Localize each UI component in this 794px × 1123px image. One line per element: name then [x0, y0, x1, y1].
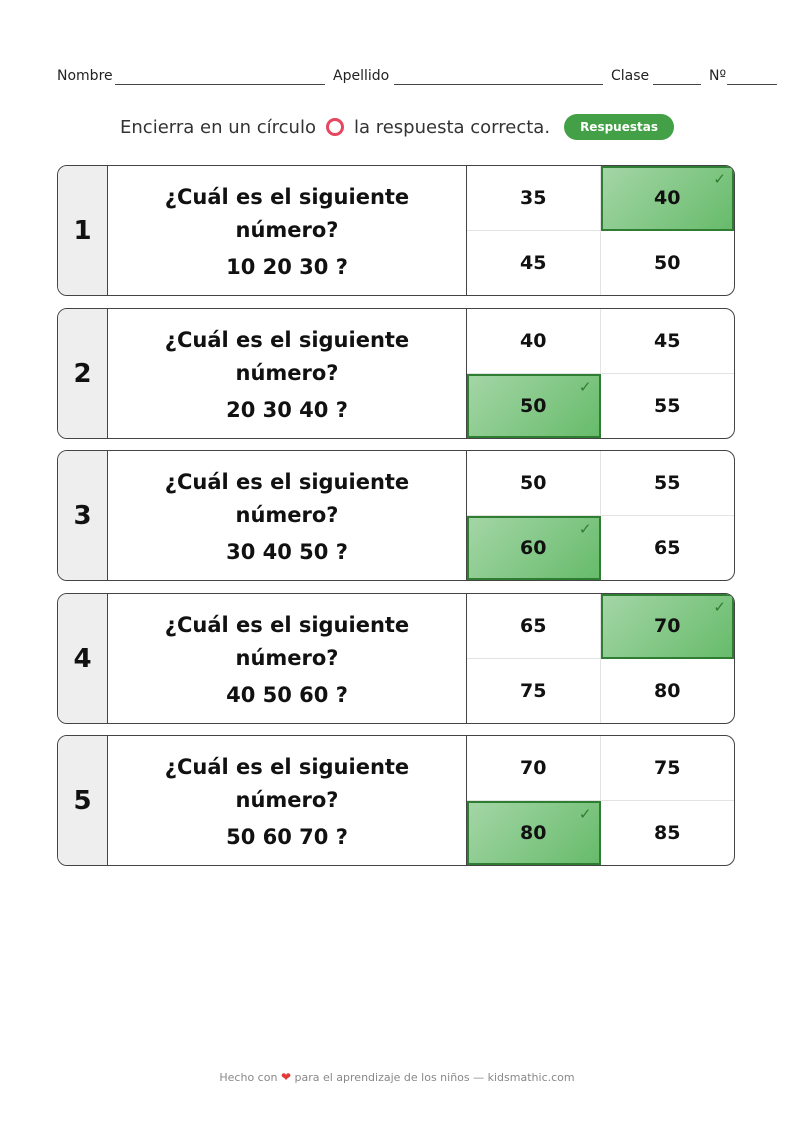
class-label: Clase: [611, 68, 650, 84]
question-number: 4: [58, 594, 108, 723]
answer-option[interactable]: [601, 516, 735, 581]
answer-value: 75: [520, 679, 547, 702]
name-field[interactable]: [57, 68, 113, 84]
check-icon: ✓: [578, 519, 592, 538]
answer-options: [467, 594, 734, 723]
surname-line: [394, 84, 603, 85]
question-text: [108, 166, 467, 295]
answer-option-correct[interactable]: [467, 801, 601, 866]
heart-icon: ❤: [280, 1070, 291, 1084]
circle-icon: [326, 118, 344, 136]
answer-option-correct[interactable]: [601, 594, 735, 659]
answer-value: 80: [520, 821, 547, 844]
answer-value: 45: [520, 251, 547, 274]
question-text: [108, 451, 467, 580]
check-icon: ✓: [713, 170, 726, 188]
question-number: 5: [58, 736, 108, 865]
answer-option[interactable]: [467, 231, 601, 296]
question-text: [108, 309, 467, 438]
answer-value: 65: [654, 536, 681, 559]
answer-option[interactable]: [467, 451, 601, 516]
answer-option[interactable]: [601, 374, 735, 439]
answer-option-correct[interactable]: [467, 516, 601, 581]
answer-value: 80: [654, 679, 681, 702]
answer-value: 65: [520, 614, 547, 637]
name-label: Nombre: [57, 68, 113, 84]
question-prompt: ¿Cuál es el siguiente número?: [164, 612, 410, 670]
answer-options: [467, 736, 734, 865]
class-line: [653, 84, 701, 85]
instruction: [0, 112, 794, 142]
answer-option[interactable]: [601, 659, 735, 724]
answer-option[interactable]: [467, 736, 601, 801]
question-card: [57, 308, 735, 439]
question-sequence: 20 30 40 ?: [226, 397, 348, 422]
instruction-text-after: la respuesta correcta.: [353, 116, 551, 138]
question-prompt: ¿Cuál es el siguiente número?: [164, 469, 410, 527]
answer-options: [467, 166, 734, 295]
question-sequence: 30 40 50 ?: [226, 539, 348, 564]
answer-option[interactable]: [467, 309, 601, 374]
answer-value: 75: [654, 756, 681, 779]
surname-field[interactable]: [333, 68, 389, 84]
question-card: [57, 165, 735, 296]
answer-value: 45: [654, 329, 681, 352]
answer-value: 55: [654, 394, 681, 417]
question-text: [108, 594, 467, 723]
answer-option-correct[interactable]: [601, 166, 735, 231]
answer-option[interactable]: [601, 309, 735, 374]
surname-label: Apellido: [333, 68, 390, 84]
answer-value: 50: [520, 394, 547, 417]
answer-value: 70: [654, 614, 681, 637]
question-card: [57, 593, 735, 724]
answer-value: 35: [520, 186, 547, 209]
check-icon: ✓: [578, 377, 592, 396]
question-sequence: 10 20 30 ?: [226, 254, 348, 279]
question-card: [57, 735, 735, 866]
answer-option[interactable]: [601, 801, 735, 866]
footer: [0, 1070, 794, 1084]
answer-value: 85: [654, 821, 681, 844]
class-field[interactable]: [611, 68, 649, 84]
answer-option[interactable]: [467, 166, 601, 231]
answers-button[interactable]: Respuestas: [564, 114, 674, 140]
answer-options: [467, 309, 734, 438]
answer-options: [467, 451, 734, 580]
question-number: 3: [58, 451, 108, 580]
footer-text-before: Hecho con: [219, 1071, 278, 1084]
name-line: [115, 84, 325, 85]
footer-text-after: para el aprendizaje de los niños — kidsmathic.com: [294, 1071, 575, 1084]
answer-option[interactable]: [601, 736, 735, 801]
answer-option-correct[interactable]: [467, 374, 601, 439]
number-line: [727, 84, 777, 85]
question-text: [108, 736, 467, 865]
number-label: Nº: [709, 68, 727, 84]
question-sequence: 50 60 70 ?: [226, 824, 348, 849]
question-sequence: 40 50 60 ?: [226, 682, 348, 707]
student-info-fields: [57, 68, 779, 88]
question-prompt: ¿Cuál es el siguiente número?: [164, 754, 410, 812]
answer-option[interactable]: [601, 231, 735, 296]
answer-value: 50: [654, 251, 681, 274]
question-card: [57, 450, 735, 581]
number-field[interactable]: [709, 68, 726, 84]
question-prompt: ¿Cuál es el siguiente número?: [164, 184, 410, 242]
answer-value: 40: [654, 186, 681, 209]
question-prompt: ¿Cuál es el siguiente número?: [164, 327, 410, 385]
answer-option[interactable]: [467, 594, 601, 659]
question-number: 2: [58, 309, 108, 438]
answer-value: 40: [520, 329, 547, 352]
answer-value: 55: [654, 471, 681, 494]
check-icon: ✓: [713, 598, 726, 616]
answer-value: 70: [520, 756, 547, 779]
answer-value: 50: [520, 471, 547, 494]
check-icon: ✓: [578, 804, 592, 823]
answer-option[interactable]: [601, 451, 735, 516]
answer-value: 60: [520, 536, 547, 559]
question-number: 1: [58, 166, 108, 295]
instruction-text-before: Encierra en un círculo: [120, 116, 316, 138]
answer-option[interactable]: [467, 659, 601, 724]
